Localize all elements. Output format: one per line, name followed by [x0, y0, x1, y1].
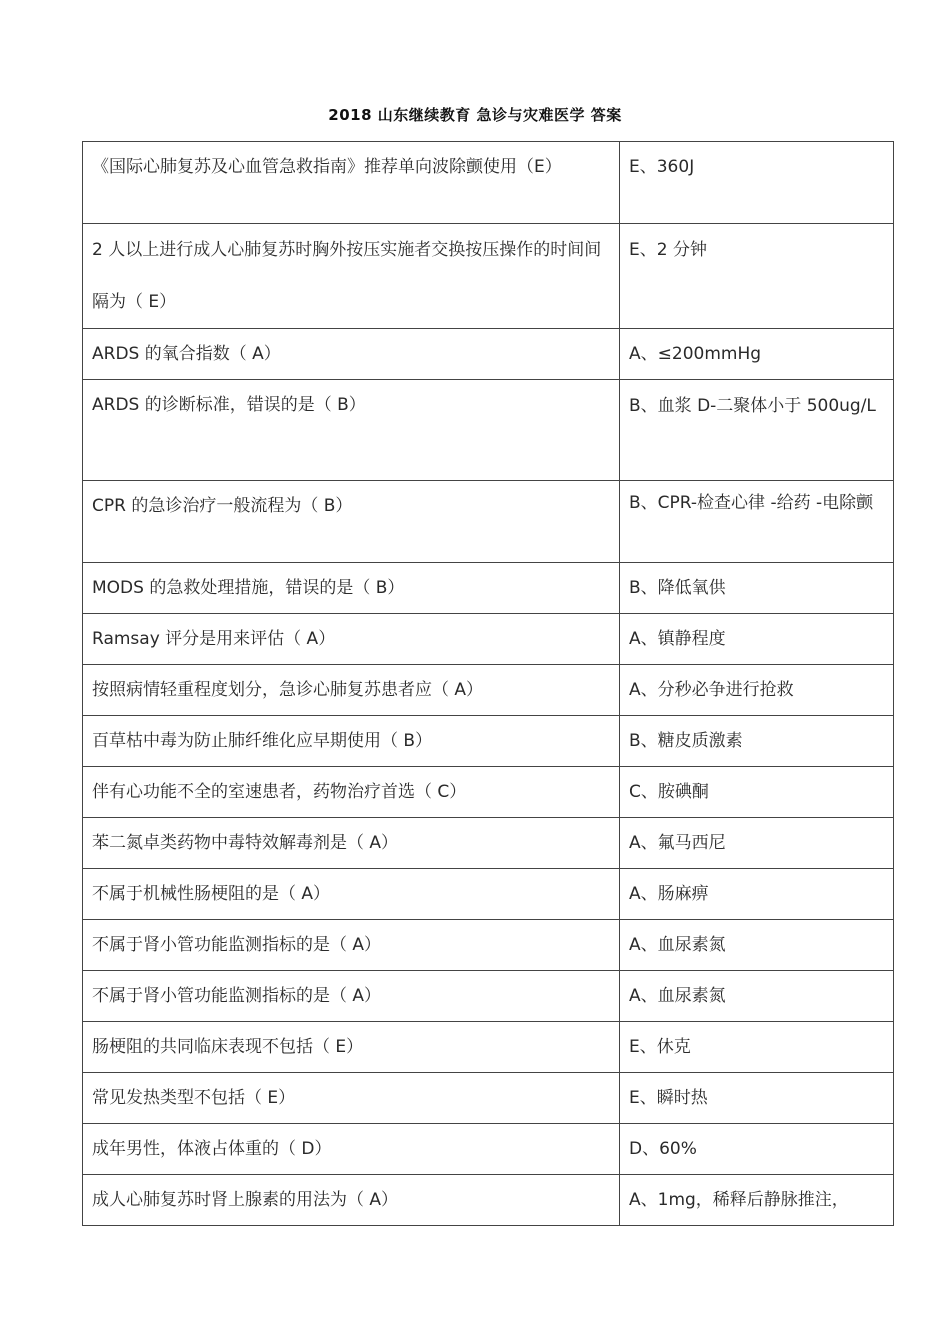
- answer-cell: A、氟马西尼: [620, 818, 894, 869]
- question-cell: ARDS 的诊断标准，错误的是（ B）: [83, 380, 620, 481]
- table-row: [83, 1073, 894, 1124]
- table-row: [83, 563, 894, 614]
- table-row: [83, 716, 894, 767]
- table-row: [83, 1124, 894, 1175]
- answer-cell: B、血浆 D-二聚体小于 500ug/L: [620, 380, 894, 481]
- question-cell: 苯二氮卓类药物中毒特效解毒剂是（ A）: [83, 818, 620, 869]
- answer-cell: A、≤200mmHg: [620, 329, 894, 380]
- answer-cell: E、360J: [620, 142, 894, 224]
- answer-cell: C、胺碘酮: [620, 767, 894, 818]
- table-row: [83, 329, 894, 380]
- question-cell: MODS 的急救处理措施，错误的是（ B）: [83, 563, 620, 614]
- question-cell: 常见发热类型不包括（ E）: [83, 1073, 620, 1124]
- question-cell: ARDS 的氧合指数（ A）: [83, 329, 620, 380]
- answer-cell: B、降低氧供: [620, 563, 894, 614]
- table-row: [83, 920, 894, 971]
- question-cell: 2 人以上进行成人心肺复苏时胸外按压实施者交换按压操作的时间间隔为（ E）: [83, 224, 620, 329]
- question-cell: 伴有心功能不全的室速患者，药物治疗首选（ C）: [83, 767, 620, 818]
- question-cell: 不属于肾小管功能监测指标的是（ A）: [83, 920, 620, 971]
- answer-cell: A、血尿素氮: [620, 971, 894, 1022]
- answer-cell: E、瞬时热: [620, 1073, 894, 1124]
- page-title: 2018 山东继续教育 急诊与灾难医学 答案: [328, 106, 622, 124]
- table-row: [83, 1022, 894, 1073]
- question-cell: 肠梗阻的共同临床表现不包括（ E）: [83, 1022, 620, 1073]
- table-row: [83, 1175, 894, 1226]
- answer-cell: A、1mg，稀释后静脉推注，: [620, 1175, 894, 1226]
- answer-cell: E、2 分钟: [620, 224, 894, 329]
- answer-cell: A、分秒必争进行抢救: [620, 665, 894, 716]
- table-row: [83, 614, 894, 665]
- table-row: [83, 869, 894, 920]
- table-row: [83, 665, 894, 716]
- answer-cell: A、血尿素氮: [620, 920, 894, 971]
- answer-table: [82, 141, 894, 1226]
- answer-cell: D、60%: [620, 1124, 894, 1175]
- answer-cell: A、肠麻痹: [620, 869, 894, 920]
- answer-cell: B、糖皮质激素: [620, 716, 894, 767]
- table-row: [83, 481, 894, 563]
- answer-cell: E、休克: [620, 1022, 894, 1073]
- question-cell: 按照病情轻重程度划分，急诊心肺复苏患者应（ A）: [83, 665, 620, 716]
- question-cell: Ramsay 评分是用来评估（ A）: [83, 614, 620, 665]
- table-row: [83, 142, 894, 224]
- answer-cell: A、镇静程度: [620, 614, 894, 665]
- answer-cell: B、CPR-检查心律 -给药 -电除颤: [620, 481, 894, 563]
- table-row: [83, 971, 894, 1022]
- question-cell: 成年男性，体液占体重的（ D）: [83, 1124, 620, 1175]
- question-cell: 成人心肺复苏时肾上腺素的用法为（ A）: [83, 1175, 620, 1226]
- table-row: [83, 818, 894, 869]
- question-cell: 《国际心肺复苏及心血管急救指南》推荐单向波除颤使用（E）: [83, 142, 620, 224]
- question-cell: CPR 的急诊治疗一般流程为（ B）: [83, 481, 620, 563]
- table-row: [83, 224, 894, 329]
- question-cell: 百草枯中毒为防止肺纤维化应早期使用（ B）: [83, 716, 620, 767]
- table-row: [83, 767, 894, 818]
- question-cell: 不属于机械性肠梗阻的是（ A）: [83, 869, 620, 920]
- question-cell: 不属于肾小管功能监测指标的是（ A）: [83, 971, 620, 1022]
- table-row: [83, 380, 894, 481]
